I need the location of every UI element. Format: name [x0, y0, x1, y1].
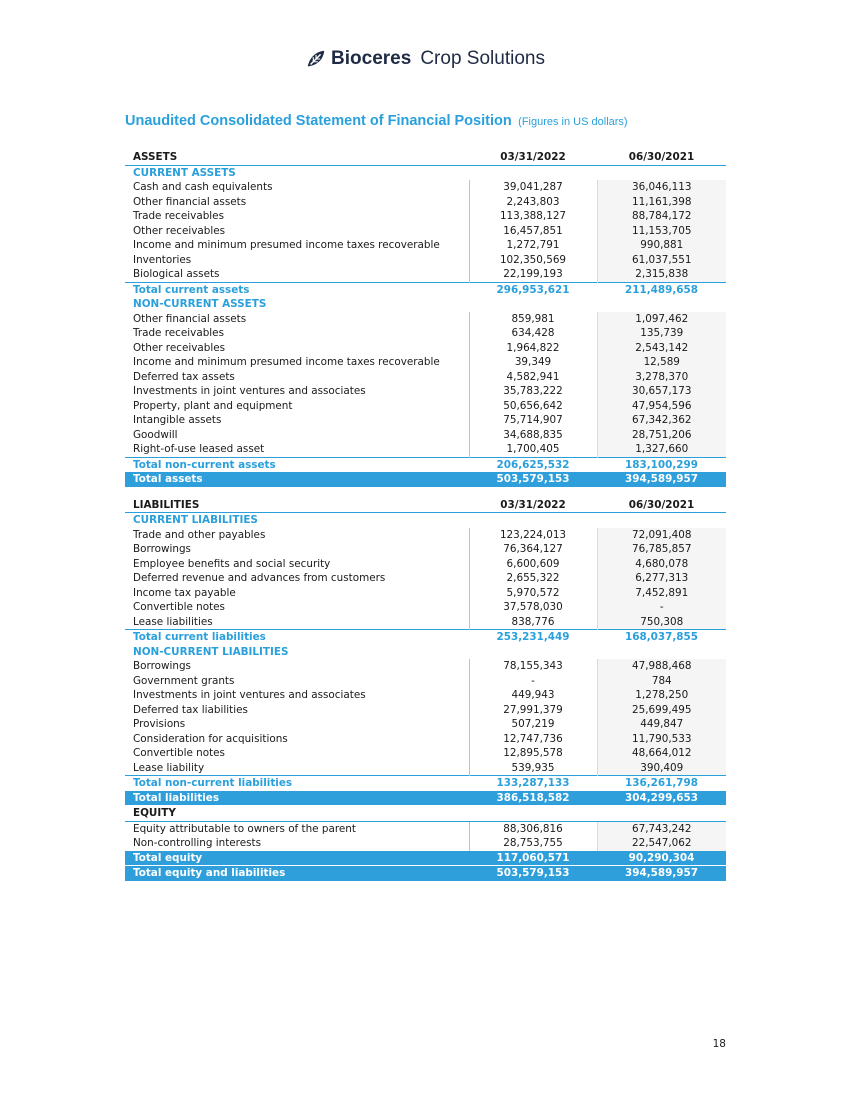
value-2021: 750,308 [597, 615, 726, 630]
value-2022 [469, 513, 597, 528]
value-2021: 90,290,304 [597, 851, 726, 866]
value-2022: 449,943 [469, 688, 597, 703]
table-row [125, 717, 726, 732]
row-label: Other receivables [133, 224, 226, 237]
value-2022 [469, 165, 597, 180]
row-label: Biological assets [133, 268, 220, 280]
table-row [125, 732, 726, 747]
value-2021: 12,589 [597, 355, 726, 370]
statement-title [125, 112, 628, 130]
table-row [125, 821, 726, 836]
value-2021: 11,161,398 [597, 195, 726, 210]
row-label: Non-controlling interests [133, 837, 262, 849]
value-2022: 1,272,791 [469, 238, 597, 253]
total-equity-row [125, 851, 726, 866]
table-row [125, 836, 726, 851]
row-label: Total equity and liabilities [125, 866, 469, 882]
row-label: Total current liabilities [125, 630, 469, 645]
value-2022: 27,991,379 [469, 703, 597, 718]
value-2021: 6,277,313 [597, 571, 726, 586]
brand-logo [0, 48, 850, 70]
row-label: Borrowings [133, 543, 191, 555]
row-label: Employee benefits and social security [133, 557, 331, 570]
value-2022: 34,688,835 [469, 428, 597, 443]
table-row [125, 312, 726, 327]
value-2021: 394,589,957 [597, 866, 726, 882]
value-2021: 22,547,062 [597, 836, 726, 851]
value-2022: 4,582,941 [469, 370, 597, 385]
row-label: Cash and cash equivalents [133, 181, 273, 193]
row-label: EQUITY [125, 806, 469, 822]
value-2022: 2,655,322 [469, 571, 597, 586]
table-row [125, 413, 726, 428]
value-2022 [469, 297, 597, 312]
value-2022: 507,219 [469, 717, 597, 732]
row-label: NON-CURRENT LIABILITIES [133, 645, 289, 658]
total-assets-row [125, 472, 726, 487]
value-2021: 136,261,798 [597, 776, 726, 791]
value-2021: 48,664,012 [597, 746, 726, 761]
financial-position-table [125, 150, 726, 882]
value-2022: 5,970,572 [469, 586, 597, 601]
value-2021: 449,847 [597, 717, 726, 732]
row-label: Income and minimum presumed income taxes recoverable [133, 356, 440, 368]
value-2022: 88,306,816 [469, 821, 597, 836]
row-label: Total non-current liabilities [125, 776, 469, 791]
value-2021: 990,881 [597, 238, 726, 253]
row-label: LIABILITIES [125, 498, 469, 513]
value-2021: 76,785,857 [597, 542, 726, 557]
value-2022: 206,625,532 [469, 457, 597, 472]
row-label: Trade receivables [133, 327, 224, 339]
table-row [125, 238, 726, 253]
value-2021: 88,784,172 [597, 209, 726, 224]
value-2021: 1,278,250 [597, 688, 726, 703]
row-label: Right-of-use leased asset [133, 443, 265, 455]
value-2022: 296,953,621 [469, 282, 597, 297]
total-noncurrent-liabilities-row [125, 776, 726, 791]
table-row [125, 428, 726, 443]
row-label: Inventories [133, 253, 192, 266]
total-current-liabilities-row [125, 630, 726, 645]
value-2021: 1,097,462 [597, 312, 726, 327]
value-2022: 22,199,193 [469, 267, 597, 282]
value-2022: 6,600,609 [469, 557, 597, 572]
table-row [125, 659, 726, 674]
row-label: Goodwill [133, 428, 178, 441]
table-row [125, 399, 726, 414]
value-2021: 2,543,142 [597, 341, 726, 356]
noncurrent-liabilities-heading [125, 645, 726, 660]
noncurrent-assets-heading [125, 297, 726, 312]
row-label: Government grants [133, 674, 235, 687]
table-row [125, 615, 726, 630]
row-label: Total assets [125, 472, 469, 487]
value-2021: 67,342,362 [597, 413, 726, 428]
value-2022: 253,231,449 [469, 630, 597, 645]
value-2021 [597, 645, 726, 660]
table-row [125, 442, 726, 457]
value-2021: 1,327,660 [597, 442, 726, 457]
value-2022: 102,350,569 [469, 253, 597, 268]
row-label: Deferred tax assets [133, 370, 235, 383]
row-label: Intangible assets [133, 414, 222, 426]
table-row [125, 341, 726, 356]
value-2022: 76,364,127 [469, 542, 597, 557]
value-2021 [597, 806, 726, 822]
value-2022: 634,428 [469, 326, 597, 341]
table-row [125, 703, 726, 718]
row-label: Total equity [125, 851, 469, 866]
row-label: Property, plant and equipment [133, 399, 293, 412]
table-row [125, 746, 726, 761]
table-row [125, 180, 726, 195]
value-2021 [597, 513, 726, 528]
row-label: Deferred tax liabilities [133, 703, 248, 716]
value-2021: 304,299,653 [597, 791, 726, 806]
value-2021: 47,988,468 [597, 659, 726, 674]
financial-position-table-body [125, 150, 726, 881]
value-2021: 211,489,658 [597, 282, 726, 297]
row-label: Other financial assets [133, 312, 247, 325]
value-2021: - [597, 600, 726, 615]
value-2022: 503,579,153 [469, 866, 597, 882]
table-row [125, 761, 726, 776]
value-2021: 168,037,855 [597, 630, 726, 645]
value-2022 [469, 806, 597, 822]
row-label: Borrowings [133, 660, 191, 672]
value-2022: 39,349 [469, 355, 597, 370]
value-2022: 859,981 [469, 312, 597, 327]
row-label: NON-CURRENT ASSETS [133, 298, 267, 310]
value-2021: 06/30/2021 [597, 150, 726, 165]
table-row [125, 370, 726, 385]
value-2021 [597, 487, 726, 498]
value-2021: 3,278,370 [597, 370, 726, 385]
value-2021: 36,046,113 [597, 180, 726, 195]
value-2021: 135,739 [597, 326, 726, 341]
value-2021: 11,790,533 [597, 732, 726, 747]
table-row [125, 195, 726, 210]
value-2021: 72,091,408 [597, 528, 726, 543]
value-2021: 11,153,705 [597, 224, 726, 239]
row-label: Trade receivables [133, 210, 224, 222]
row-label: Investments in joint ventures and associates [133, 689, 366, 701]
table-row [125, 542, 726, 557]
total-current-assets-row [125, 282, 726, 297]
value-2022 [469, 487, 597, 498]
value-2022: 1,964,822 [469, 341, 597, 356]
row-label: CURRENT ASSETS [133, 166, 236, 179]
value-2022: 838,776 [469, 615, 597, 630]
value-2021: 47,954,596 [597, 399, 726, 414]
row-label: Provisions [133, 718, 186, 730]
value-2022 [469, 645, 597, 660]
row-label: Consideration for acquisitions [133, 732, 288, 745]
value-2022: 12,895,578 [469, 746, 597, 761]
table-row [125, 253, 726, 268]
value-2021: 390,409 [597, 761, 726, 776]
value-2022: 539,935 [469, 761, 597, 776]
brand-name-bold: Bioceres [331, 48, 412, 69]
value-2022: 113,388,127 [469, 209, 597, 224]
page-number: 18 [712, 1038, 726, 1050]
value-2022: 03/31/2022 [469, 150, 597, 165]
row-label: ASSETS [125, 150, 469, 165]
value-2022: 123,224,013 [469, 528, 597, 543]
value-2022: 117,060,571 [469, 851, 597, 866]
value-2022: 37,578,030 [469, 600, 597, 615]
row-label: Lease liability [133, 761, 205, 774]
row-label: Trade and other payables [133, 528, 266, 541]
value-2022: 75,714,907 [469, 413, 597, 428]
row-label: Convertible notes [133, 747, 225, 759]
value-2022: 12,747,736 [469, 732, 597, 747]
value-2021: 784 [597, 674, 726, 689]
value-2021: 183,100,299 [597, 457, 726, 472]
total-noncurrent-assets-row [125, 457, 726, 472]
row-label: Equity attributable to owners of the parent [133, 822, 356, 835]
table-row [125, 571, 726, 586]
value-2021: 67,743,242 [597, 821, 726, 836]
table-row [125, 688, 726, 703]
table-row [125, 586, 726, 601]
value-2022: 39,041,287 [469, 180, 597, 195]
row-label: Income tax payable [133, 586, 236, 599]
table-row [125, 224, 726, 239]
value-2022: 386,518,582 [469, 791, 597, 806]
table-row [125, 384, 726, 399]
row-label: Total current assets [125, 282, 469, 297]
table-row [125, 355, 726, 370]
value-2022: 35,783,222 [469, 384, 597, 399]
table-row [125, 326, 726, 341]
value-2022: 78,155,343 [469, 659, 597, 674]
value-2021 [597, 297, 726, 312]
value-2021: 61,037,551 [597, 253, 726, 268]
current-liabilities-heading [125, 513, 726, 528]
value-2022: 50,656,642 [469, 399, 597, 414]
row-label [125, 487, 469, 498]
value-2021: 30,657,173 [597, 384, 726, 399]
row-label: Convertible notes [133, 601, 225, 613]
table-row [125, 600, 726, 615]
current-assets-heading [125, 165, 726, 180]
table-row [125, 267, 726, 282]
value-2022: 16,457,851 [469, 224, 597, 239]
section-spacer [125, 487, 726, 498]
value-2021: 7,452,891 [597, 586, 726, 601]
row-label: Other receivables [133, 341, 226, 354]
value-2021: 28,751,206 [597, 428, 726, 443]
leaf-logo-icon [305, 48, 327, 70]
value-2021 [597, 165, 726, 180]
table-row [125, 209, 726, 224]
value-2022: 1,700,405 [469, 442, 597, 457]
value-2021: 394,589,957 [597, 472, 726, 487]
value-2022: 133,287,133 [469, 776, 597, 791]
statement-title-subtitle: (Figures in US dollars) [518, 116, 628, 128]
row-label: Income and minimum presumed income taxes recoverable [133, 239, 440, 251]
brand-name-light: Crop Solutions [420, 48, 545, 69]
total-liabilities-row [125, 791, 726, 806]
table-row [125, 528, 726, 543]
value-2022: 503,579,153 [469, 472, 597, 487]
row-label: Lease liabilities [133, 615, 213, 628]
value-2021: 25,699,495 [597, 703, 726, 718]
row-label: Total liabilities [125, 791, 469, 806]
row-label: Deferred revenue and advances from customers [133, 572, 386, 584]
table-row [125, 674, 726, 689]
row-label: Other financial assets [133, 195, 247, 208]
value-2021: 06/30/2021 [597, 498, 726, 513]
value-2021: 2,315,838 [597, 267, 726, 282]
value-2021: 4,680,078 [597, 557, 726, 572]
table-row [125, 557, 726, 572]
value-2022: - [469, 674, 597, 689]
total-equity-and-liabilities-row [125, 866, 726, 882]
assets-header-row [125, 150, 726, 165]
row-label: Investments in joint ventures and associates [133, 385, 366, 397]
row-label: CURRENT LIABILITIES [133, 514, 258, 526]
statement-title-main: Unaudited Consolidated Statement of Financial Position [125, 113, 512, 129]
row-label: Total non-current assets [125, 457, 469, 472]
liabilities-header-row [125, 498, 726, 513]
equity-heading [125, 806, 726, 822]
value-2022: 28,753,755 [469, 836, 597, 851]
value-2022: 2,243,803 [469, 195, 597, 210]
value-2022: 03/31/2022 [469, 498, 597, 513]
